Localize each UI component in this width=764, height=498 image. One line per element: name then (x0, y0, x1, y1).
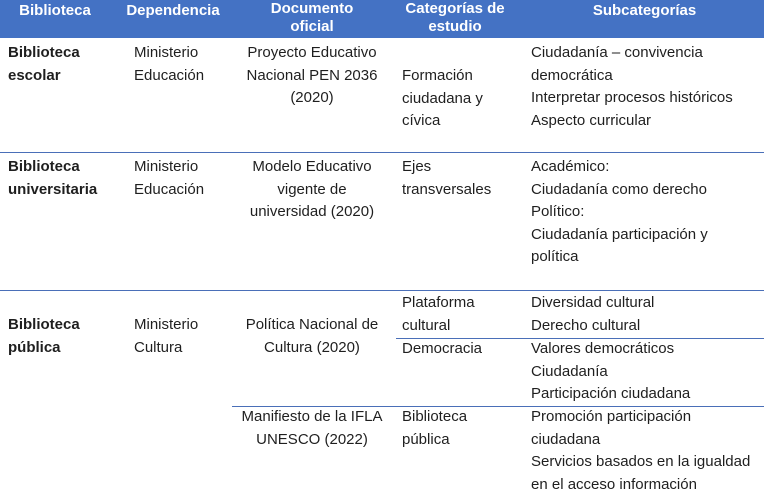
row-universitaria-biblioteca: Biblioteca universitaria (8, 158, 98, 198)
row-universitaria-categoria: Ejes transversales (402, 158, 492, 198)
row-universitaria-documento: Modelo Educativo vigente de universidad (2020) (249, 158, 375, 220)
row-publica-biblioteca: Biblioteca pública (8, 316, 80, 356)
row-publica-subcategorias-2: Promoción participación ciudadana Servicios basados en la igualdad en el acceso información (531, 408, 751, 493)
row-universitaria-subcategorias: Académico: Ciudadanía como derecho Político: Ciudadanía participación y política (531, 158, 708, 265)
row-escolar-biblioteca: Biblioteca escolar (8, 44, 80, 84)
row-universitaria-dependencia: Ministerio Educación (134, 158, 205, 198)
row-publica-documento-2: Manifiesto de la IFLA UNESCO (2022) (241, 408, 383, 448)
row-publica-categoria-2: Biblioteca pública (402, 408, 468, 448)
row-escolar-documento: Proyecto Educativo Nacional PEN 2036 (2020) (246, 44, 378, 106)
header-documento: Documento oficial (270, 0, 354, 35)
header-biblioteca: Biblioteca (19, 2, 91, 19)
row-escolar-categoria: Formación ciudadana y cívica (402, 67, 483, 129)
row-publica-dependencia: Ministerio Cultura (134, 316, 199, 356)
header-dependencia: Dependencia (126, 2, 220, 19)
row-escolar-dependencia: Ministerio Educación (134, 44, 205, 84)
row-divider (0, 290, 764, 291)
row-publica-subcategorias-1a: Diversidad cultural Derecho cultural (531, 294, 655, 334)
row-publica-subcategorias-1b: Valores democráticos Ciudadanía Participación ciudadana (531, 340, 691, 402)
header-subcategorias: Subcategorías (592, 2, 697, 19)
row-publica-categoria-1a: Plataforma cultural (402, 294, 475, 334)
row-publica-categoria-1b: Democracia (402, 340, 483, 357)
row-escolar-subcategorias: Ciudadanía – convivencia democrática Interpretar procesos históricos Aspecto curricular (531, 44, 733, 129)
header-categorias: Categorías de estudio (405, 0, 505, 35)
row-divider (0, 152, 764, 153)
row-publica-documento-1: Política Nacional de Cultura (2020) (245, 316, 379, 356)
